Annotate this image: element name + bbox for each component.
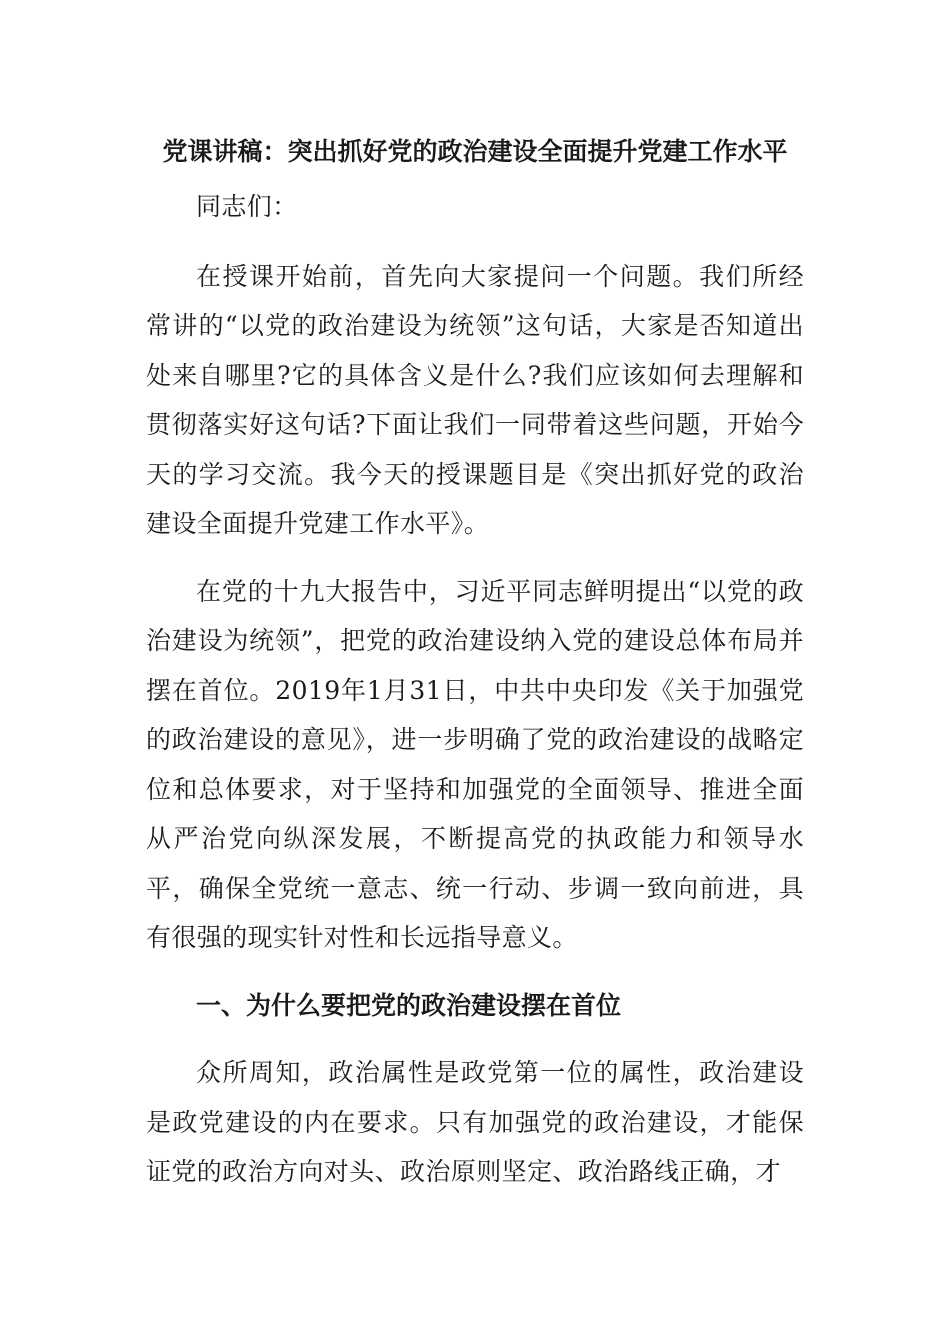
paragraph-intro: 在授课开始前，首先向大家提问一个问题。我们所经常讲的“以党的政治建设为统领”这句话，大家是否知道出处来自哪里?它的具体含义是什么?我们应该如何去理解和贯彻落实好这句话?下面让我们一同带着这些问题，开始今天的学习交流。我今天的授课题目是《突出抓好党的政治建设全面提升党建工作水平》。: [146, 261, 804, 538]
salutation: 同志们：: [196, 192, 298, 221]
section-heading: 一、为什么要把党的政治建设摆在首位: [196, 990, 622, 1020]
paragraph-background: 在党的十九大报告中，习近平同志鲜明提出“以党的政治建设为统领”，把党的政治建设纳入党的建设总体布局并摆在首位。2019年1月31日，中共中央印发《关于加强党的政治建设的意见》，进一步明确了党的政治建设的战略定位和总体要求，对于坚持和加强党的全面领导、推进全面从严治党向纵深发展，不断提高党的执政能力和领导水平，确保全党统一意志、统一行动、步调一致向前进，具有很强的现实针对性和长远指导意义。: [146, 576, 804, 952]
paragraph-section-one: 众所周知，政治属性是政党第一位的属性，政治建设是政党建设的内在要求。只有加强党的政治建设，才能保证党的政治方向对头、政治原则坚定、政治路线正确，才: [146, 1058, 804, 1186]
document-title: 党课讲稿：突出抓好党的政治建设全面提升党建工作水平: [162, 137, 788, 166]
document-page: [146, 134, 804, 1215]
